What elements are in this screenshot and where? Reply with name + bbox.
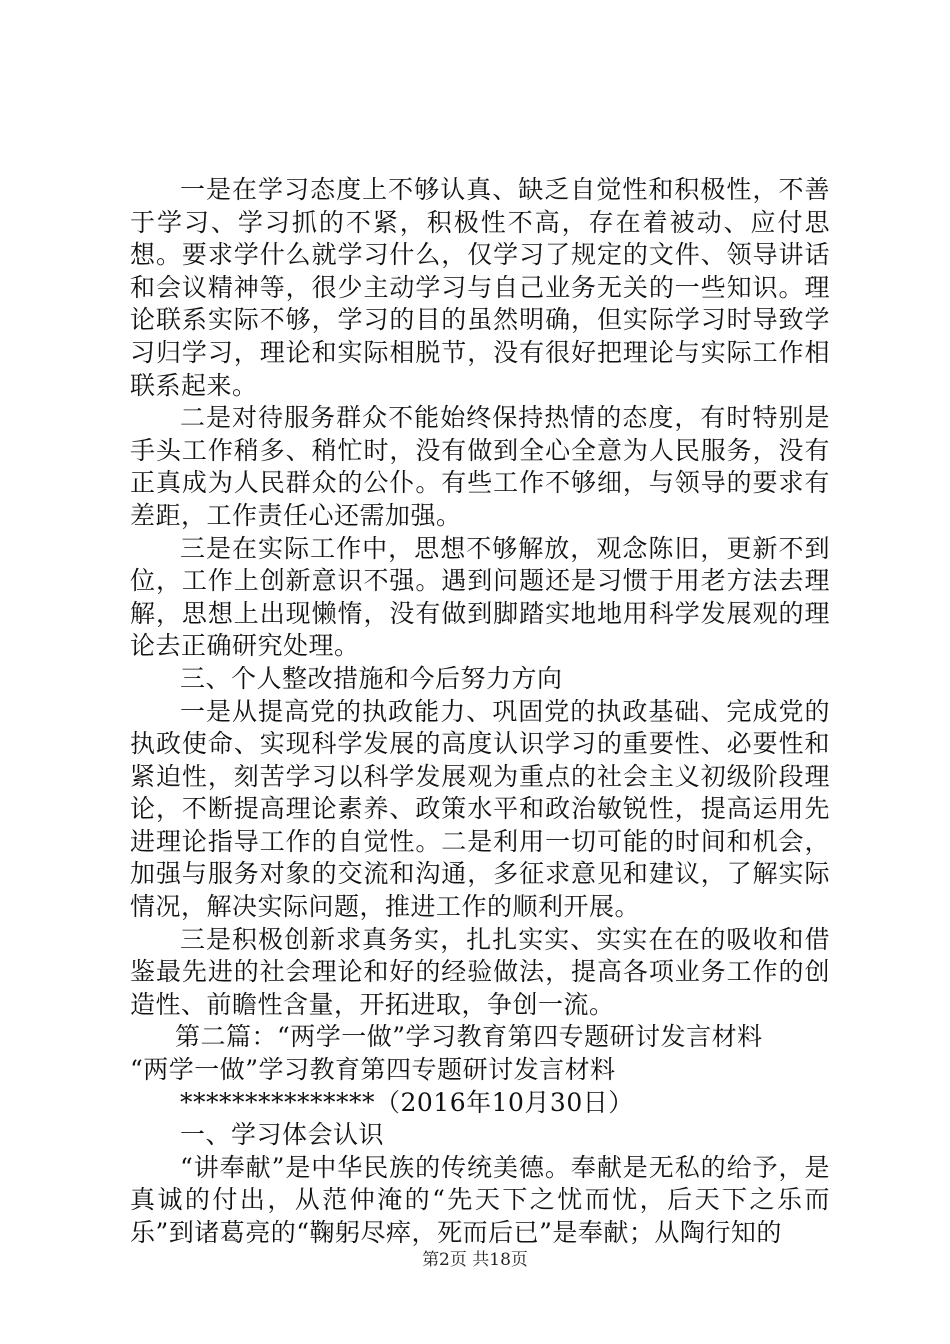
- author-date-line: ***************（2016年10月30日）: [180, 1087, 634, 1117]
- chapter-title: 第二篇：“两学一做”学习教育第四专题研讨发言材料: [175, 1022, 763, 1052]
- section-heading-study: 一、学习体会认识: [180, 1120, 385, 1150]
- paragraph-practical-work: 三是在实际工作中，思想不够解放，观念陈旧，更新不到位，工作上创新意识不强。遇到问题还是习惯于用老方法去理解，思想上出现懒惰，没有做到脚踏实地地用科学发展观的理论去正确研究处理。: [130, 533, 830, 661]
- paragraph-innovation: 三是积极创新求真务实，扎扎实实、实实在在的吸收和借鉴最先进的社会理论和好的经验做法，提高各项业务工作的创造性、前瞻性含量，开拓进取，争创一流。: [130, 924, 830, 1019]
- section-heading-rectification: 三、个人整改措施和今后努力方向: [180, 663, 563, 693]
- body-text: [130, 174, 830, 1250]
- paragraph-dedication: “讲奉献”是中华民族的传统美德。奉献是无私的给予，是真诚的付出，从范仲淹的“先天下之忧而忧，后天下之乐而乐”到诸葛亮的“鞠躬尽瘁，死而后已”是奉献；从陶行知的: [130, 1152, 830, 1247]
- paragraph-improve-capacity: 一是从提高党的执政能力、巩固党的执政基础、完成党的执政使命、实现科学发展的高度认识学习的重要性、必要性和紧迫性，刻苦学习以科学发展观为重点的社会主义初级阶段理论，不断提高理论素养、政策水平和政治敏锐性，提高运用先进理论指导工作的自觉性。二是利用一切可能的时间和机会，加强与服务对象的交流和沟通，多征求意见和建议，了解实际情况，解决实际问题，推进工作的顺利开展。: [130, 696, 830, 922]
- paragraph-study-attitude: 一是在学习态度上不够认真、缺乏自觉性和积极性，不善于学习、学习抓的不紧，积极性不高，存在着被动、应付思想。要求学什么就学习什么，仅学习了规定的文件、领导讲话和会议精神等，很少主动学习与自己业务无关的一些知识。理论联系实际不够，学习的目的虽然明确，但实际学习时导致学习归学习，理论和实际相脱节，没有很好把理论与实际工作相联系起来。: [130, 175, 830, 400]
- document-title: “两学一做”学习教育第四专题研讨发言材料: [130, 1055, 616, 1085]
- page-footer: 第2页 共18页: [422, 1250, 528, 1270]
- paragraph-serving-masses: 二是对待服务群众不能始终保持热情的态度，有时特别是手头工作稍多、稍忙时，没有做到全心全意为人民服务，没有正真成为人民群众的公仆。有些工作不够细，与领导的要求有差距，工作责任心还需加强。: [130, 403, 830, 530]
